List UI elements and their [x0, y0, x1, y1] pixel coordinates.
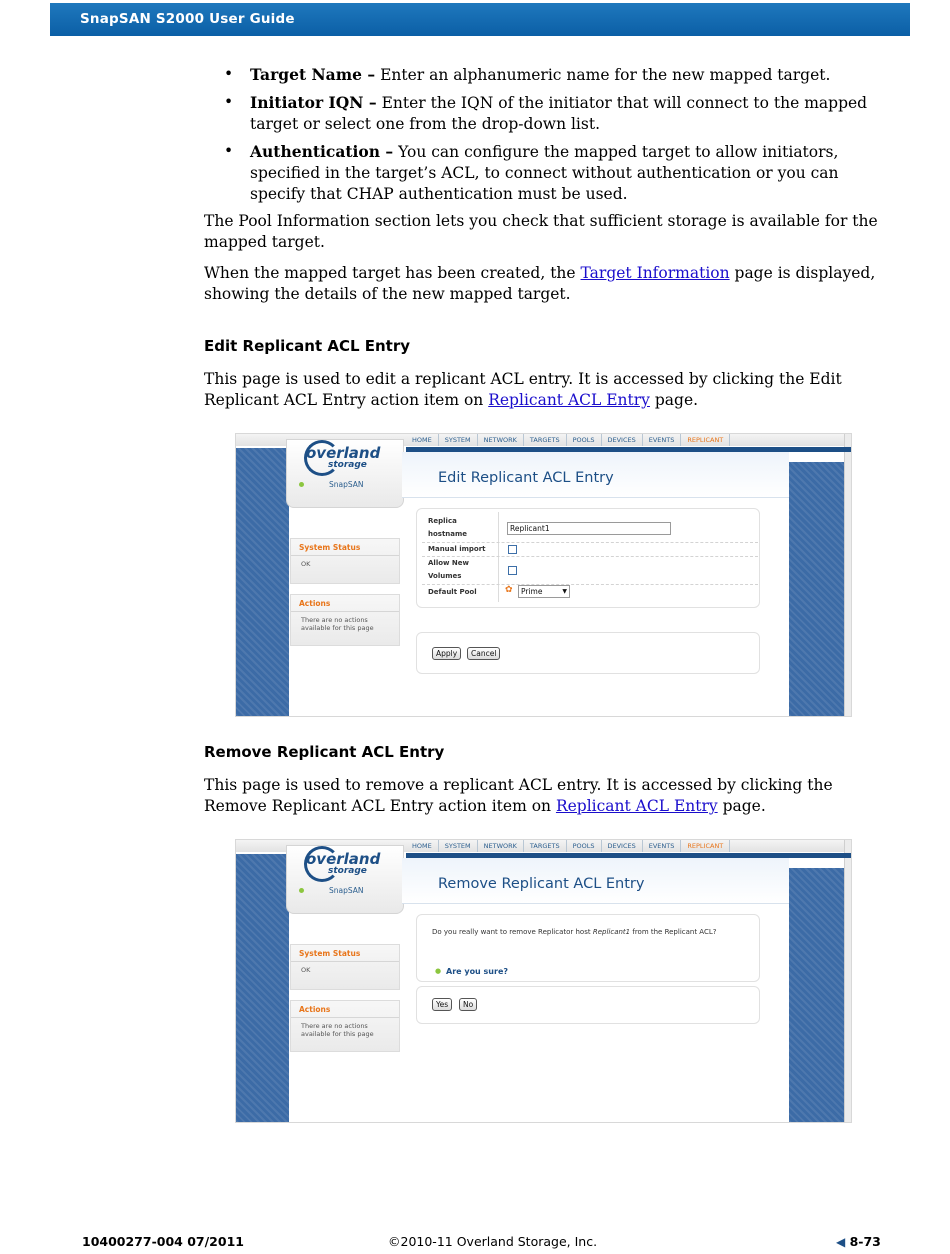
scrollbar[interactable]: [844, 434, 852, 716]
nav-network[interactable]: NETWORK: [478, 840, 524, 852]
right-decor-column: [789, 868, 844, 1122]
nav-events[interactable]: EVENTS: [643, 840, 682, 852]
triangle-left-icon: ◀: [836, 1235, 846, 1249]
top-nav: [406, 434, 846, 448]
nav-targets[interactable]: TARGETS: [524, 840, 567, 852]
copyright: ©2010-11 Overland Storage, Inc.: [388, 1234, 598, 1249]
nav-home[interactable]: HOME: [406, 840, 439, 852]
label-allow-new-volumes: Allow New Volumes: [428, 559, 470, 580]
status-dot-icon: [299, 888, 304, 893]
nav-targets[interactable]: TARGETS: [524, 434, 567, 446]
edit-section-paragraph: This page is used to edit a replicant ACL entry. It is accessed by clicking the Edit Replicant ACL Entry action item on Replicant ACL Entry page.: [204, 370, 842, 409]
system-status-box: System Status OK: [290, 944, 400, 990]
right-decor-column: [789, 462, 844, 716]
nav-system[interactable]: SYSTEM: [439, 434, 478, 446]
page-number: ◀ 8-73: [836, 1234, 881, 1249]
manual-import-checkbox[interactable]: [508, 545, 517, 554]
logo-text: overland: [306, 850, 381, 868]
remove-replicant-screenshot: [235, 839, 852, 1123]
label-replica-hostname: Replica hostname: [428, 517, 468, 538]
logo-subtext: storage: [328, 866, 367, 876]
page-title: Remove Replicant ACL Entry: [438, 876, 645, 892]
nav-devices[interactable]: DEVICES: [602, 434, 643, 446]
replicant-acl-entry-link[interactable]: Replicant ACL Entry: [488, 391, 650, 409]
nav-network[interactable]: NETWORK: [478, 434, 524, 446]
bullet-authentication: • Authentication – You can configure the mapped target to allow initiators, specified in the target’s ACL, to connect without authentication or you can specify that CHAP authentication must be used.: [224, 142, 839, 203]
nav-home[interactable]: HOME: [406, 434, 439, 446]
nav-replicant[interactable]: REPLICANT: [681, 840, 730, 852]
confirm-bullet-icon: ●: [435, 967, 442, 975]
guide-title: SnapSAN S2000 User Guide: [80, 11, 295, 27]
apply-button[interactable]: Apply: [432, 647, 461, 660]
logo-text: overland: [306, 444, 381, 462]
yes-button[interactable]: Yes: [432, 998, 452, 1011]
page-header-bar: [50, 3, 910, 36]
cancel-button[interactable]: Cancel: [467, 647, 500, 660]
actions-box: Actions There are no actions available for this page: [290, 594, 400, 646]
intro-content: [204, 60, 884, 315]
remove-section-paragraph: This page is used to remove a replicant ACL entry. It is accessed by clicking the Remove Replicant ACL Entry action item on Replicant ACL Entry page.: [204, 776, 833, 815]
nav-system[interactable]: SYSTEM: [439, 840, 478, 852]
bullet-initiator-iqn: • Initiator IQN – Enter the IQN of the initiator that will connect to the mapped target or select one from the drop-down list.: [224, 93, 868, 133]
remove-section-heading: Remove Replicant ACL Entry: [204, 743, 445, 761]
edit-replicant-screenshot: [235, 433, 852, 717]
nav-replicant[interactable]: REPLICANT: [681, 434, 730, 446]
scrollbar[interactable]: [844, 840, 852, 1122]
remove-question: Do you really want to remove Replicator host Replicant1 from the Replicant ACL?: [432, 928, 717, 936]
nav-pools[interactable]: POOLS: [567, 434, 602, 446]
logo-subtext: storage: [328, 460, 367, 470]
no-button[interactable]: No: [459, 998, 477, 1011]
pool-icon: ✿: [505, 585, 513, 595]
product-name: SnapSAN: [329, 886, 364, 895]
left-decor-column: [236, 448, 289, 716]
nav-devices[interactable]: DEVICES: [602, 840, 643, 852]
replicant-acl-entry-link-2[interactable]: Replicant ACL Entry: [555, 797, 718, 815]
nav-events[interactable]: EVENTS: [643, 434, 682, 446]
doc-number: 10400277-004 07/2011: [82, 1234, 244, 1249]
page-title: Edit Replicant ACL Entry: [438, 470, 614, 486]
system-status-box: System Status OK: [290, 538, 400, 584]
replica-hostname-input[interactable]: Replicant1: [507, 522, 671, 535]
status-dot-icon: [299, 482, 304, 487]
label-manual-import: Manual import: [428, 545, 486, 553]
confirm-prompt: Are you sure?: [446, 967, 509, 976]
left-decor-column: [236, 854, 289, 1122]
field-bullet-list: [204, 64, 884, 205]
edit-section-heading: Edit Replicant ACL Entry: [204, 337, 411, 355]
target-information-link[interactable]: Target Information: [580, 264, 730, 282]
chevron-down-icon: ▼: [562, 588, 567, 595]
bullet-target-name: • Target Name – Enter an alphanumeric name for the new mapped target.: [224, 65, 831, 84]
actions-box: Actions There are no actions available for this page: [290, 1000, 400, 1052]
pool-info-paragraph: The Pool Information section lets you check that sufficient storage is available for the mapped target.: [204, 212, 878, 251]
top-nav: [406, 840, 846, 854]
created-paragraph: When the mapped target has been created, the Target Information page is displayed, showing the details of the new mapped target.: [204, 264, 876, 303]
allow-new-volumes-checkbox[interactable]: [508, 566, 517, 575]
product-name: SnapSAN: [329, 480, 364, 489]
label-default-pool: Default Pool: [428, 588, 477, 596]
default-pool-select[interactable]: Prime ▼: [518, 585, 570, 598]
nav-pools[interactable]: POOLS: [567, 840, 602, 852]
